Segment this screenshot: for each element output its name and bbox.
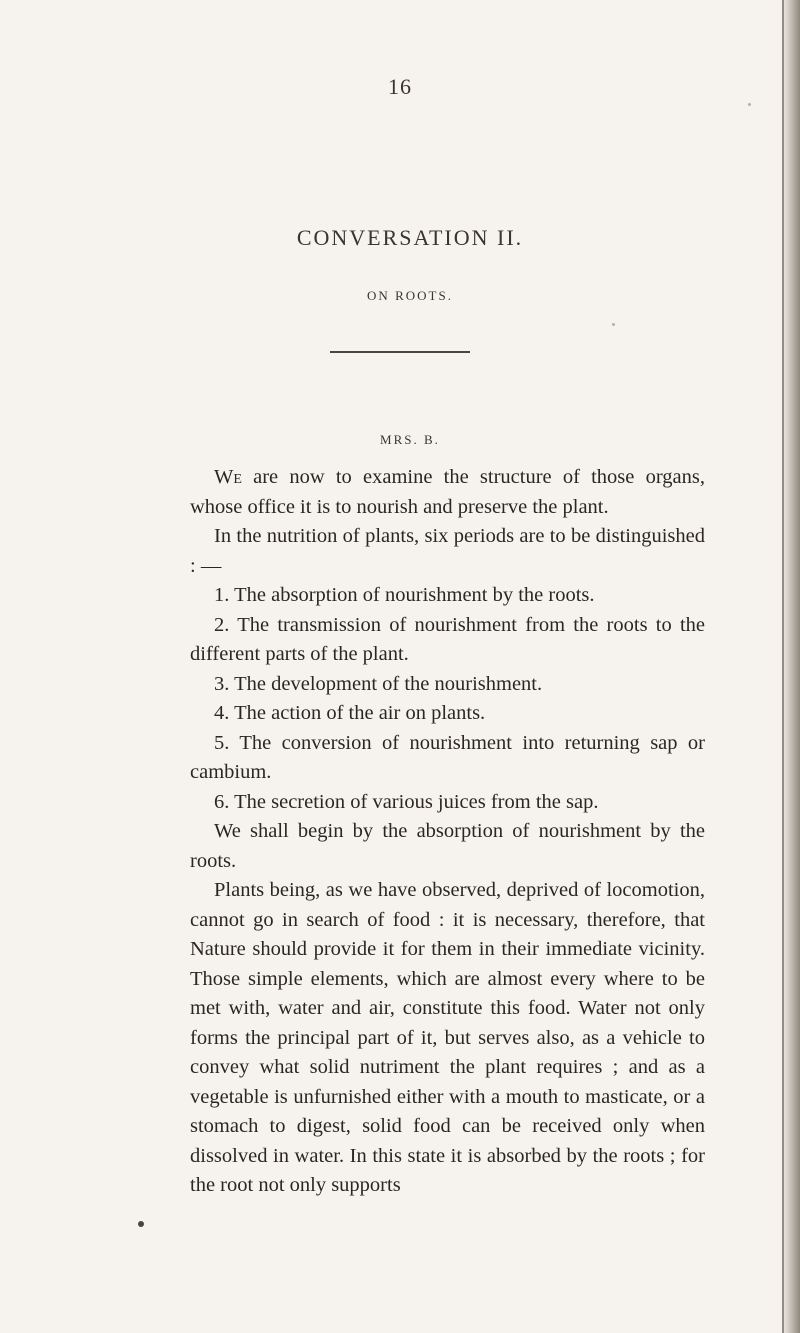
paragraph-3: We shall begin by the absorption of nourishment by the roots.	[190, 820, 705, 872]
paragraph-lead: We	[214, 466, 242, 488]
body-text	[190, 463, 705, 1201]
binding-line	[782, 0, 784, 1333]
paragraph-4: Plants being, as we have observed, deprived of locomotion, cannot go in search of food : it is necessary, therefore, that Nature should provide it for them in their immediate vicinity. Those simple elements, which are almost every where to be met with, water and air, constitute this food. Water not only forms the principal part of it, but serves also, as a vehicle to convey what solid nutriment the plant requires ; and as a vegetable is unfurnished either with a mouth to masticate, or a stomach to digest, solid food can be received only when dissolved in water. In this state it is absorbed by the roots ; for the root not only supports	[190, 879, 705, 1196]
list-item-4: 4. The action of the air on plants.	[214, 702, 486, 724]
list-item-5: 5. The conversion of nourishment into returning sap or cambium.	[190, 731, 705, 783]
paper-speck	[748, 103, 751, 106]
page-edge	[782, 0, 800, 1333]
chapter-title: CONVERSATION II.	[296, 225, 524, 250]
paragraph-2: In the nutrition of plants, six periods are to be distinguished : —	[190, 525, 705, 577]
list-item-2: 2. The transmission of nourishment from the roots to the different parts of the plant.	[190, 613, 705, 665]
list-item-1: 1. The absorption of nourishment by the roots.	[214, 584, 595, 606]
margin-dot	[138, 1221, 144, 1227]
chapter-subtitle: ON ROOTS.	[367, 288, 453, 303]
list-item-3: 3. The development of the nourishment.	[214, 672, 543, 695]
paper-speck	[612, 323, 615, 326]
page-number: 16	[388, 74, 412, 99]
divider-rule	[330, 351, 470, 353]
paragraph-1	[190, 463, 705, 522]
list-item-6: 6. The secretion of various juices from the sap.	[214, 790, 599, 813]
paragraph-text: are now to examine the structure of those organs, whose office it is to nourish and preserve the plant.	[190, 466, 705, 518]
speaker-name: MRS. B.	[380, 432, 440, 447]
